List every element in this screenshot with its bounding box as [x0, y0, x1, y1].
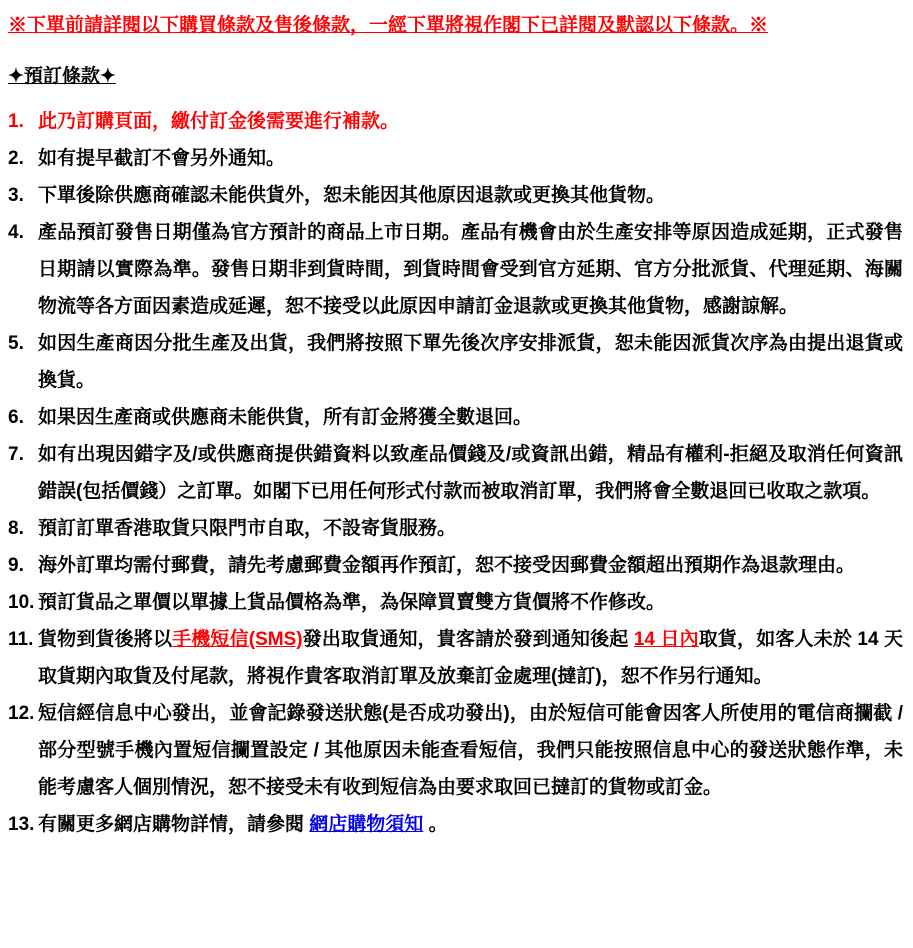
term-text-segment: 貨物到貨後將以	[38, 629, 173, 650]
term-item	[8, 621, 903, 695]
term-text: 如有提早截訂不會另外通知。	[38, 148, 286, 169]
terms-list	[8, 103, 903, 843]
section-header-preorder-terms: ✦預訂條款✦	[8, 66, 116, 87]
term-item	[8, 325, 903, 399]
term-text: 預訂貨品之單價以單據上貨品價格為準，為保障買賣雙方貨價將不作修改。	[38, 592, 666, 613]
sms-highlight: 手機短信(SMS)	[172, 629, 303, 650]
term-number: 4.	[8, 222, 24, 243]
term-number: 7.	[8, 444, 24, 465]
term-number: 6.	[8, 407, 24, 428]
term-text: 如果因生產商或供應商未能供貨，所有訂金將獲全數退回。	[38, 407, 533, 428]
term-item	[8, 806, 903, 843]
term-text: 產品預訂發售日期僅為官方預計的商品上市日期。產品有機會由於生產安排等原因造成延期，正式發售日期請以實際為準。發售日期非到貨時間，到貨時間會受到官方延期、官方分批派貨、代理延期、海關物流等各方面因素造成延遲，恕不接受以此原因申請訂金退款或更換其他貨物，感謝諒解。	[38, 222, 903, 317]
term-item	[8, 177, 903, 214]
term-text-segment: 取貨，如客人未於 14 天取貨期內取貨及付尾款，將視作貴客取消訂單及放棄訂金處理(撻訂)，恕不作另行通知。	[38, 629, 903, 687]
term-item	[8, 399, 903, 436]
term-text-segment: 。	[423, 814, 448, 835]
term-number: 2.	[8, 148, 24, 169]
term-text-segment: 發出取貨通知，貴客請於發到通知後起	[302, 629, 634, 650]
term-text: 下單後除供應商確認未能供貨外，恕未能因其他原因退款或更換其他貨物。	[38, 185, 666, 206]
term-item	[8, 214, 903, 325]
term-text: 海外訂單均需付郵費，請先考慮郵費金額再作預訂，恕不接受因郵費金額超出預期作為退款理由。	[38, 555, 856, 576]
term-text-segment: 有關更多網店購物詳情，請參閱	[38, 814, 310, 835]
term-number: 9.	[8, 555, 24, 576]
term-number: 11.	[8, 629, 34, 650]
term-item	[8, 510, 903, 547]
term-item	[8, 436, 903, 510]
term-text	[38, 814, 448, 835]
term-item	[8, 695, 903, 806]
term-number: 12.	[8, 703, 35, 724]
term-text: 短信經信息中心發出，並會記錄發送狀態(是否成功發出)，由於短信可能會因客人所使用的電信商攔截 / 部分型號手機內置短信攔置設定 / 其他原因未能查看短信，我們只能按照信息中心的發送狀態作準，未能考慮客人個別情況，恕不接受未有收到短信為由要求取回已撻訂的貨物或訂金。	[38, 703, 903, 798]
term-text: 如有出現因錯字及/或供應商提供錯資料以致產品價錢及/或資訊出錯，精品有權利-拒絕及取消任何資訊錯誤(包括價錢）之訂單。如閣下已用任何形式付款而被取消訂單，我們將會全數退回已收取之款項。	[38, 444, 903, 502]
store-shopping-guide-link[interactable]: 網店購物須知	[309, 814, 424, 835]
term-number: 5.	[8, 333, 24, 354]
term-number: 8.	[8, 518, 24, 539]
term-text	[38, 629, 903, 687]
term-item	[8, 547, 903, 584]
pickup-deadline-highlight: 14 日內	[633, 629, 699, 650]
term-text: 如因生產商因分批生產及出貨，我們將按照下單先後次序安排派貨，恕未能因派貨次序為由提出退貨或換貨。	[38, 333, 903, 391]
term-number: 10.	[8, 592, 35, 613]
term-text: 預訂訂單香港取貨只限門市自取，不設寄貨服務。	[38, 518, 457, 539]
page-title: ※下單前請詳閱以下購買條款及售後條款，一經下單將視作閣下已詳閱及默認以下條款。※	[8, 15, 769, 36]
term-number: 3.	[8, 185, 24, 206]
term-item	[8, 103, 903, 140]
term-number: 13.	[8, 814, 35, 835]
term-text: 此乃訂購頁面，繳付訂金後需要進行補款。	[38, 111, 400, 132]
term-item	[8, 584, 903, 621]
term-number: 1.	[8, 111, 24, 132]
term-item	[8, 140, 903, 177]
